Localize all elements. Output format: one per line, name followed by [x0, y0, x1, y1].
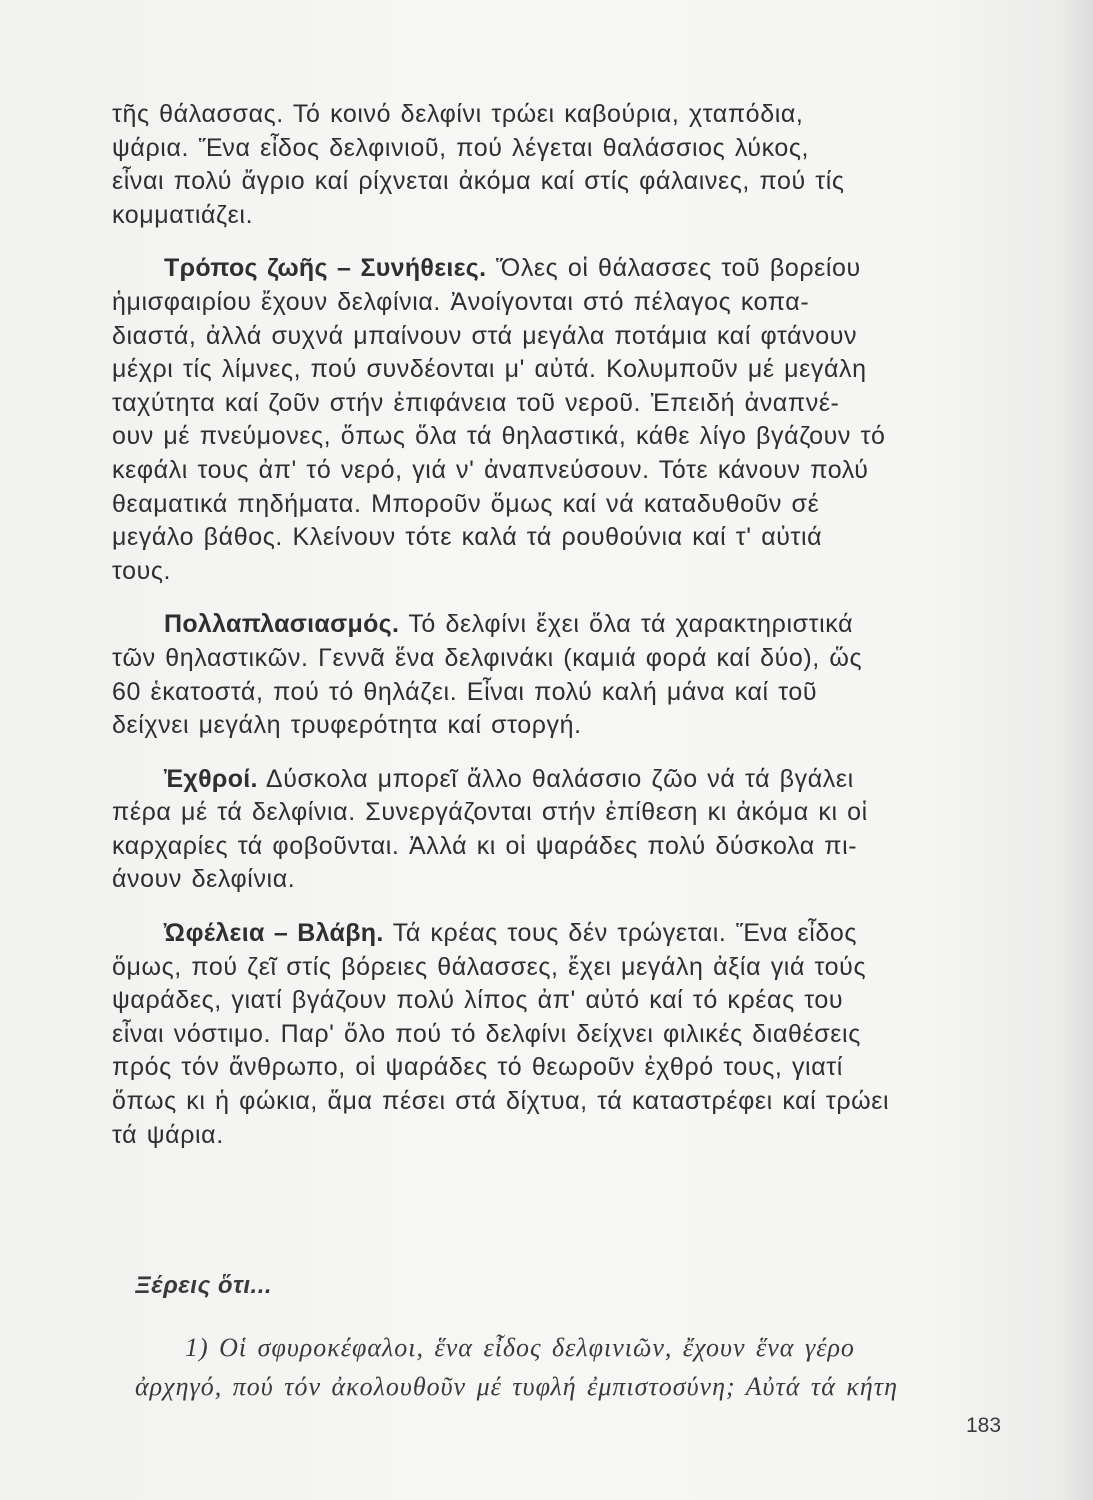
paragraph-intro	[112, 98, 992, 232]
text-line: ταχύτητα καί ζοῦν στήν ἐπιφάνεια τοῦ νεροῦ. Ἐπειδή ἀναπνέ-	[112, 388, 840, 417]
text-line: κεφάλι τους ἀπ' τό νερό, γιά ν' ἀναπνεύσουν. Τότε κάνουν πολύ	[112, 455, 869, 484]
text-run: Τά κρέας τους δέν τρώγεται. Ἕνα εἶδος	[383, 919, 858, 948]
text-line	[112, 917, 992, 951]
text-line: μεγάλο βάθος. Κλείνουν τότε καλά τά ρουθούνια καί τ' αὐτιά	[112, 523, 823, 552]
text-line: ὅμως, πού ζεῖ στίς βόρειες θάλασσες, ἔχει μεγάλη ἀξία γιά τούς	[112, 952, 867, 981]
fact-item	[135, 1328, 1015, 1406]
text-line: εἶναι νόστιμο. Παρ' ὅλο πού τό δελφίνι δείχνει φιλικές διαθέσεις	[112, 1019, 861, 1048]
text-run: Τό δελφίνι ἔχει ὅλα τά χαρακτηριστικά	[399, 610, 854, 639]
text-line: τά ψάρια.	[112, 1120, 224, 1149]
text-line: εἶναι πολύ ἄγριο καί ρίχνεται ἀκόμα καί στίς φάλαινες, πού τίς	[112, 167, 845, 196]
text-line: ἀρχηγό, πού τόν ἀκολουθοῦν μέ τυφλή ἐμπιστοσύνη; Αὐτά τά κήτη	[135, 1372, 898, 1401]
text-run: Ὅλες οἱ θάλασσες τοῦ βορείου	[486, 254, 861, 283]
paragraph-heading: Ἐχθροί.	[164, 764, 258, 793]
text-line: μέχρι τίς λίμνες, πού συνδέονται μ' αὐτά. Κολυμποῦν μέ μεγάλη	[112, 355, 867, 384]
text-line: άνουν δελφίνια.	[112, 865, 296, 894]
text-line: κομματιάζει.	[112, 200, 254, 229]
paragraph-heading: Τρόπος ζωῆς – Συνήθειες.	[164, 254, 487, 283]
text-line: πέρα μέ τά δελφίνια. Συνεργάζονται στήν ἐπίθεση κι ἀκόμα κι οἱ	[112, 798, 868, 827]
text-line: τῆς θάλασσας. Τό κοινό δελφίνι τρώει καβούρια, χταπόδια,	[112, 100, 804, 128]
text-line: δείχνει μεγάλη τρυφερότητα καί στοργή.	[112, 711, 582, 740]
text-line: πρός τόν ἄνθρωπο, οἱ ψαράδες τό θεωροῦν ἐχθρό τους, γιατί	[112, 1053, 843, 1082]
text-line	[112, 608, 992, 642]
paragraph-enemies	[112, 763, 992, 897]
text-line: καρχαρίες τά φοβοῦνται. Ἀλλά κι οἱ ψαράδες πολύ δύσκολα πι-	[112, 831, 858, 860]
text-run: Δύσκολα μπορεῖ ἄλλο θαλάσσιο ζῶο νά τά βγάλει	[257, 764, 854, 793]
did-you-know-section	[135, 1272, 1015, 1406]
paragraph-benefit-harm	[112, 917, 992, 1152]
text-line: θεαματικά πηδήματα. Μποροῦν ὅμως καί νά καταδυθοῦν σέ	[112, 489, 820, 518]
text-line: ουν μέ πνεύμονες, ὅπως ὅλα τά θηλαστικά, κάθε λίγο βγάζουν τό	[112, 422, 886, 451]
body-text	[112, 98, 992, 1152]
text-line: ὅπως κι ἡ φώκια, ἅμα πέσει στά δίχτυα, τά καταστρέφει καί τρώει	[112, 1087, 890, 1116]
text-line	[112, 763, 992, 797]
text-line: 1) Οἱ σφυροκέφαλοι, ἕνα εἶδος δελφινιῶν, ἔχουν ἕνα γέρο	[185, 1333, 855, 1362]
text-line: τους.	[112, 556, 172, 585]
paragraph-heading: Ὠφέλεια – Βλάβη.	[164, 919, 384, 948]
text-line: ἡμισφαιρίου ἔχουν δελφίνια. Ἀνοίγονται στό πέλαγος κοπα-	[112, 287, 810, 316]
text-line: ψαράδες, γιατί βγάζουν πολύ λίπος ἀπ' αὐτό καί τό κρέας του	[112, 986, 844, 1015]
section-title: Ξέρεις ὅτι...	[135, 1272, 273, 1299]
text-line: διαστά, ἀλλά συχνά μπαίνουν στά μεγάλα ποτάμια καί φτάνουν	[112, 321, 858, 350]
text-line: 60 ἑκατοστά, πού τό θηλάζει. Εἶναι πολύ καλή μάνα καί τοῦ	[112, 677, 818, 706]
paragraph-heading: Πολλαπλασιασμός.	[164, 610, 400, 639]
text-line: τῶν θηλαστικῶν. Γεννᾶ ἕνα δελφινάκι (καμιά φορά καί δύο), ὥς	[112, 643, 863, 672]
paragraph-way-of-life	[112, 252, 992, 588]
text-line: ψάρια. Ἕνα εἶδος δελφινιοῦ, πού λέγεται θαλάσσιος λύκος,	[112, 133, 810, 162]
page-number: 183	[966, 1414, 1002, 1437]
paragraph-reproduction	[112, 608, 992, 742]
text-line	[112, 252, 992, 286]
